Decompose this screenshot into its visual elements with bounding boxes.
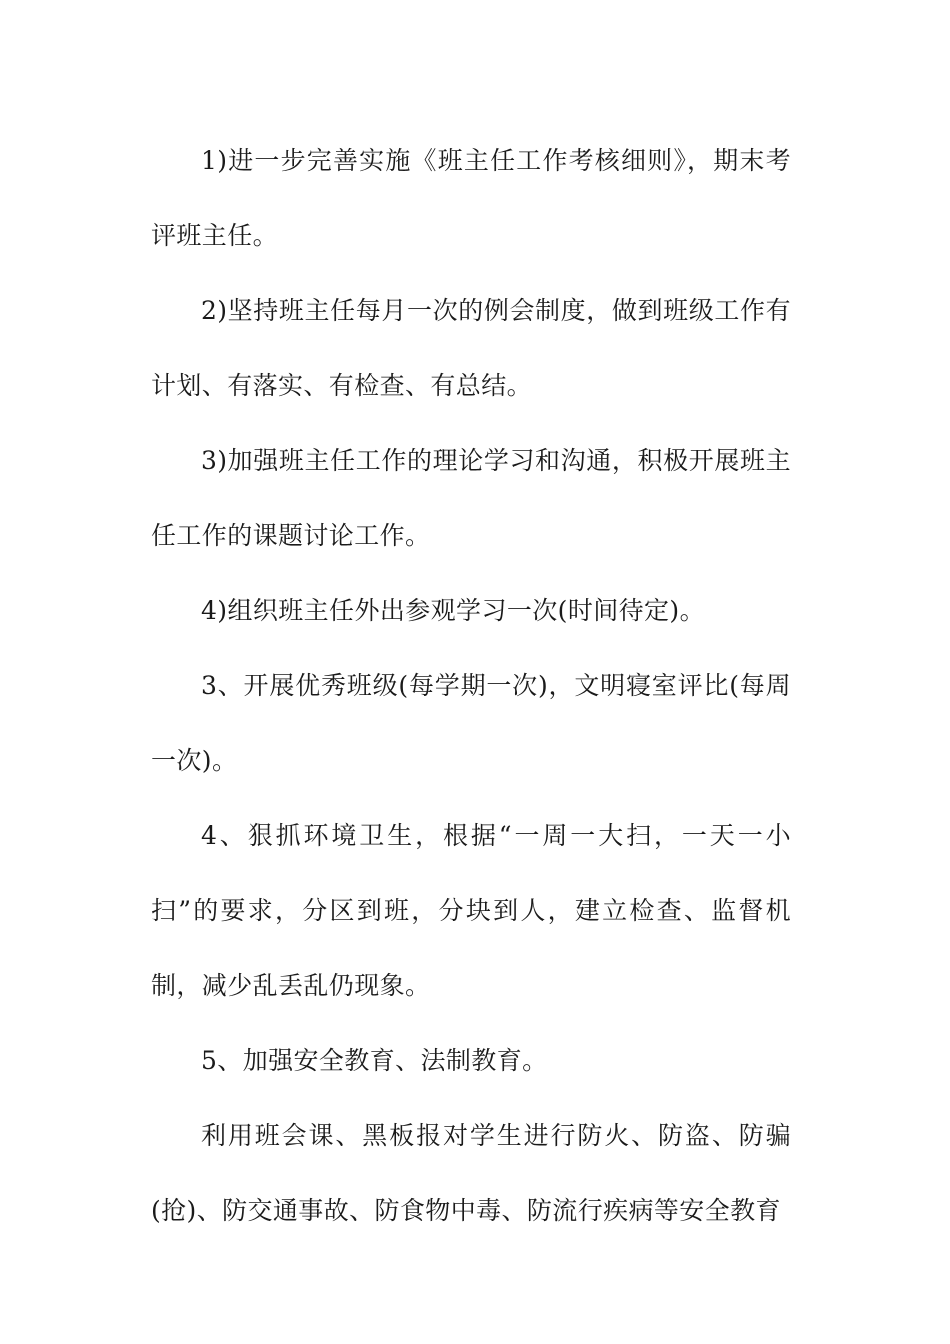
paragraph-6: 4、狠抓环境卫生，根据“一周一大扫，一天一小扫”的要求，分区到班，分块到人，建立检查、监督机制，减少乱丢乱仍现象。 [151,821,791,1000]
paragraph-1: 1)进一步完善实施《班主任工作考核细则》，期末考评班主任。 [151,146,791,250]
paragraph-7: 5、加强安全教育、法制教育。 [201,1046,548,1075]
paragraph-4: 4)组织班主任外出参观学习一次(时间待定)。 [201,596,705,625]
paragraph-5: 3、开展优秀班级(每学期一次)，文明寝室评比(每周一次)。 [151,671,791,775]
paragraph-2: 2)坚持班主任每月一次的例会制度，做到班级工作有计划、有落实、有检查、有总结。 [151,296,791,400]
paragraph-3: 3)加强班主任工作的理论学习和沟通，积极开展班主任工作的课题讨论工作。 [151,446,791,550]
paragraph-8: 利用班会课、黑板报对学生进行防火、防盗、防骗(抢)、防交通事故、防食物中毒、防流行疾病等安全教育 [151,1121,791,1225]
document-body [151,123,791,1248]
